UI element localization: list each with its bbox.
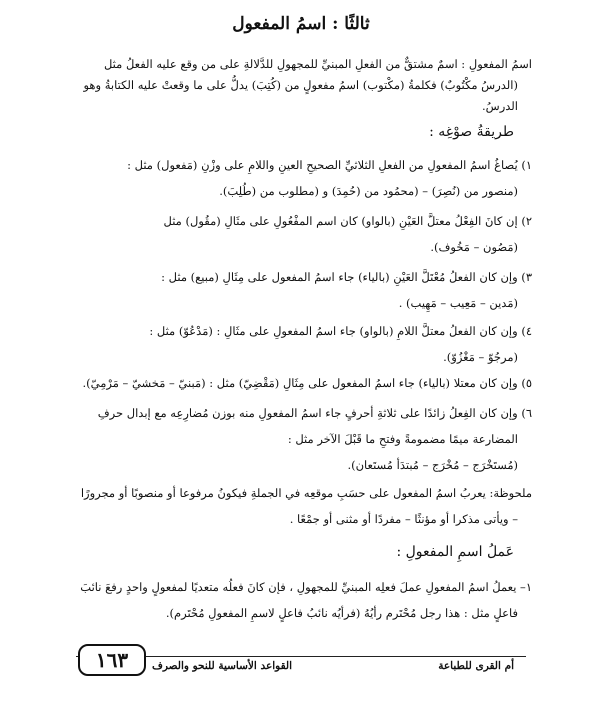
rule-6-line-1: ٦) وإن كان الفِعلُ زائدًا على ثلاثةِ أحرفٍ جاء اسمُ المفعولِ منه بوزن مُضارِعِه مع إبدال حرفِ [97, 406, 532, 420]
footer-book-title: القواعد الأساسية للنحو والصرف [152, 660, 293, 672]
footer-publisher: أم القرى للطباعة [438, 660, 514, 672]
rule-5 [64, 370, 532, 396]
section-heading-work: عَملُ اسمِ المفعولِ : [396, 544, 514, 560]
page-number: ١٦٣ [78, 644, 146, 676]
rule-3-line-1: ٣) وإن كان الفعلُ مُعْتَلَّ العَيْنِ (بالياء) جاء اسمُ المفعول على مِثَالِ (مبيع) مثل : [161, 270, 532, 284]
rule-4-line-1: ٤) وإن كان الفعلُ معتلَّ اللامِ (بالواو) جاء اسمُ المفعولِ على مثَالِ : (مَدْعُوّ) مثل : [149, 324, 532, 338]
work-rule-1 [64, 574, 532, 626]
note-line-2: – ويأتى مذكرا أو مؤنثًا – مفردًا أو مثنى أو جمْعًا . [289, 512, 518, 526]
rule-3 [64, 264, 532, 316]
section-heading-formation: طريقةُ صوْغِه : [429, 124, 514, 140]
work-line-1: ١– يعملُ اسمُ المفعولِ عملَ فعلِه المبنيِّ للمجهولِ ، فإن كانَ فعلُه متعديًا لمفعولٍ واحدٍ رفعَ نائبَ [80, 580, 532, 594]
rule-1 [64, 152, 532, 204]
rule-2-line-1: ٢) إن كانَ الفِعْلُ معتلَّ العَيْنِ (بالواو) كان اسم المفْعُولِ على مثَالِ (مقُول) مثل [163, 214, 532, 228]
rule-6-line-3: (مُستَخْرَج – مُخْرَج – مُبتدَأ مُستَعان). [347, 458, 518, 472]
rule-2-line-2: (مَصُون – مَخُوف). [430, 240, 518, 254]
intro-line-2: (الدرسُ مكْتُوبٌ) فكلمةُ (مكْتوب) اسمُ مفعولٍ من (كُتِبَ) يدلُّ على ما وقعتْ عليه الكتابةُ وهو الدرسُ. [83, 78, 518, 113]
rule-5-line-1: ٥) وإن كان معتلا (بالياء) جاء اسمُ المفعول على مِثَالِ (مَقْضِيّ) مثل : (مَبنيّ – مَخشيّ – مَرْمِيّ). [82, 376, 532, 390]
rule-3-line-2: (مَدين – مَعِيب – مَهِيب) . [398, 296, 518, 310]
rule-6 [64, 400, 532, 478]
note-line-1: ملحوظة: يعربُ اسمُ المفعول على حسَبِ موقعِه في الجملةِ فيكونُ مرفوعا أو منصوبًا أو مجرورًا [80, 486, 532, 500]
note-block [64, 480, 532, 532]
rule-2 [64, 208, 532, 260]
intro-line-1: اسمُ المفعولِ : اسمٌ مشتقٌّ من الفعلِ المبنيِّ للمجهولِ للدَّلالةِ على من وقع عليه الفعلُ مثل [103, 57, 532, 71]
rule-1-line-1: ١) يُصاغُ اسمُ المفعولِ من الفعلِ الثلاثيِّ الصحيحِ العينِ واللامِ على وزْنِ (مَفعول) مثل : [127, 158, 532, 172]
rule-6-line-2: المضارعة ميمًا مضمومةً وفتحِ ما قَبْلَ الآخر مثل : [287, 432, 518, 446]
rule-1-line-2: (منصور من (نُصِرَ) – (محمُود من (حُمِدَ) و (مطلوب من (طُلِبَ). [219, 184, 518, 198]
intro-paragraph [60, 54, 532, 117]
rule-4 [64, 318, 532, 370]
work-line-2: فاعلٍ مثل : هذا رجل مُحْتَرم رأيُهُ (فرأيُه نائبُ فاعلٍ لاسمِ المفعولِ مُحْتَرم). [165, 606, 518, 620]
rule-4-line-2: (مرجُوّ – مَغْزُوّ). [443, 350, 518, 364]
page-title: ثالثًا : اسمُ المفعول [232, 14, 370, 34]
